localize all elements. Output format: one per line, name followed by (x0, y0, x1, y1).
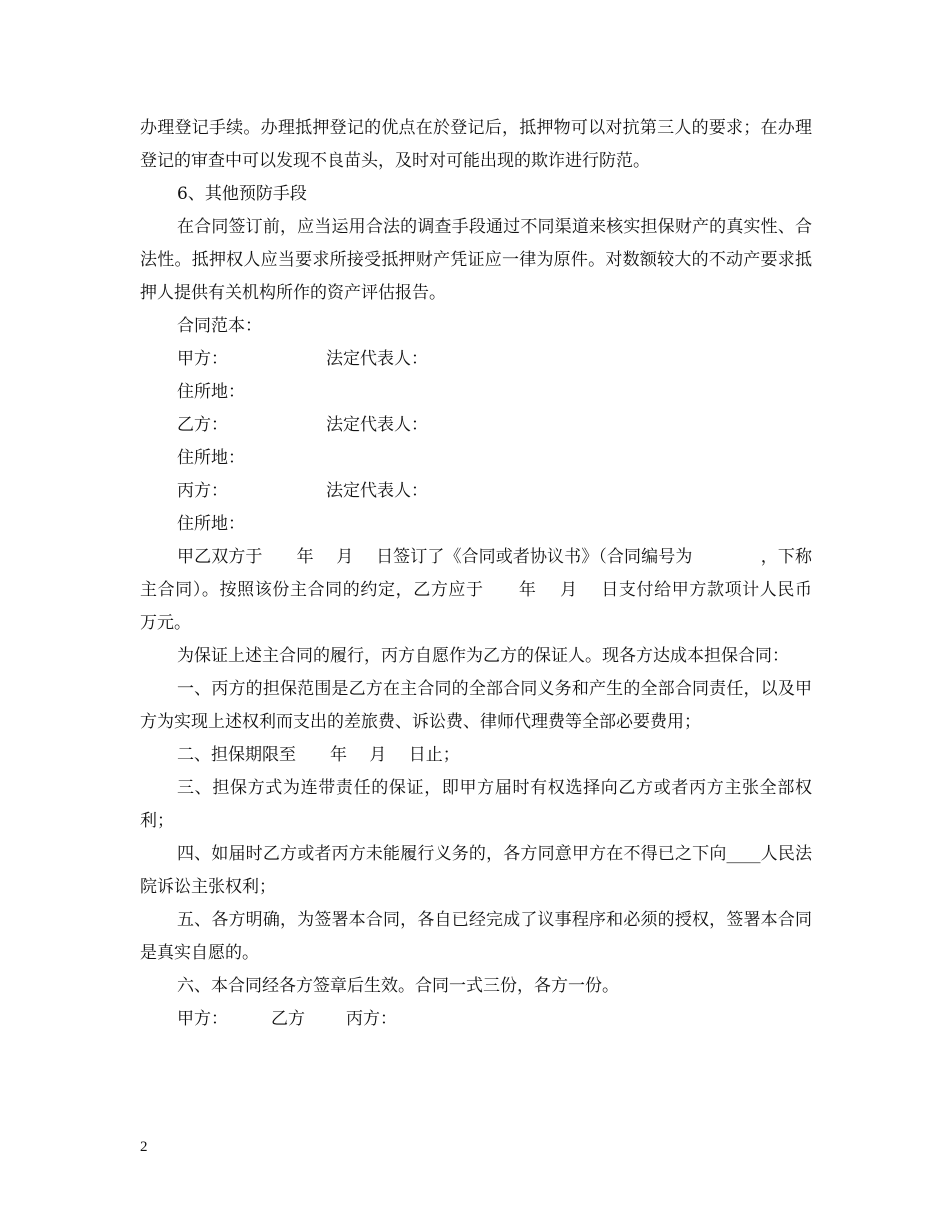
signature-party-c: 丙方： (346, 1009, 397, 1029)
party-b-row (140, 409, 812, 442)
paragraph: 在合同签订前，应当运用合法的调查手段通过不同渠道来核实担保财产的真实性、合法性。抵押权人应当要求所接受抵押财产凭证应一律为原件。对数额较大的不动产要求抵押人提供有关机构所作的资产评估报告。 (140, 217, 812, 303)
clause-5: 五、各方明确，为签署本合同，各自已经完成了议事程序和必须的授权，签署本合同是真实自愿的。 (140, 910, 812, 963)
paragraph: 为保证上述主合同的履行，丙方自愿作为乙方的保证人。现各方达成本担保合同： (177, 646, 789, 666)
page-number: 2 (140, 1139, 148, 1155)
clause-2: 二、担保期限至 年 月 日止； (177, 745, 460, 765)
party-c-rep-label: 法定代表人： (326, 481, 428, 501)
signature-party-b: 乙方 (271, 1009, 305, 1029)
party-c-row (140, 475, 812, 508)
document-body (140, 112, 846, 1036)
party-b-rep-label: 法定代表人： (326, 415, 428, 435)
party-a-row (140, 343, 812, 376)
paragraph: 甲乙双方于 年 月 日签订了《合同或者协议书》（合同编号为 ，下称主合同）。按照该份主合同的约定，乙方应于 年 月 日支付给甲方款项计人民币 万元。 (140, 547, 846, 633)
paragraph: 办理登记手续。办理抵押登记的优点在於登记后，抵押物可以对抗第三人的要求；在办理登记的审查中可以发现不良苗头，及时对可能出现的欺诈进行防范。 (140, 118, 812, 171)
clause-6: 六、本合同经各方签章后生效。合同一式三份，各方一份。 (177, 976, 619, 996)
template-heading: 合同范本： (177, 316, 262, 336)
party-b-label: 乙方： (177, 415, 228, 435)
party-a-label: 甲方： (177, 349, 228, 369)
clause-3: 三、担保方式为连带责任的保证，即甲方届时有权选择向乙方或者丙方主张全部权利； (140, 778, 812, 831)
clause-4: 四、如届时乙方或者丙方未能履行义务的，各方同意甲方在不得已之下向____人民法院诉讼主张权利； (140, 844, 812, 897)
party-a-address-label: 住所地： (177, 382, 245, 402)
signature-party-a: 甲方： (177, 1009, 228, 1029)
party-c-label: 丙方： (177, 481, 228, 501)
party-a-rep-label: 法定代表人： (326, 349, 428, 369)
party-c-address-label: 住所地： (177, 514, 245, 534)
party-b-address-label: 住所地： (177, 448, 245, 468)
clause-1: 一、丙方的担保范围是乙方在主合同的全部合同义务和产生的全部合同责任，以及甲方为实现上述权利而支出的差旅费、诉讼费、律师代理费等全部必要费用； (140, 679, 812, 732)
section-heading: 6、其他预防手段 (177, 184, 307, 204)
signature-row (140, 1003, 812, 1036)
